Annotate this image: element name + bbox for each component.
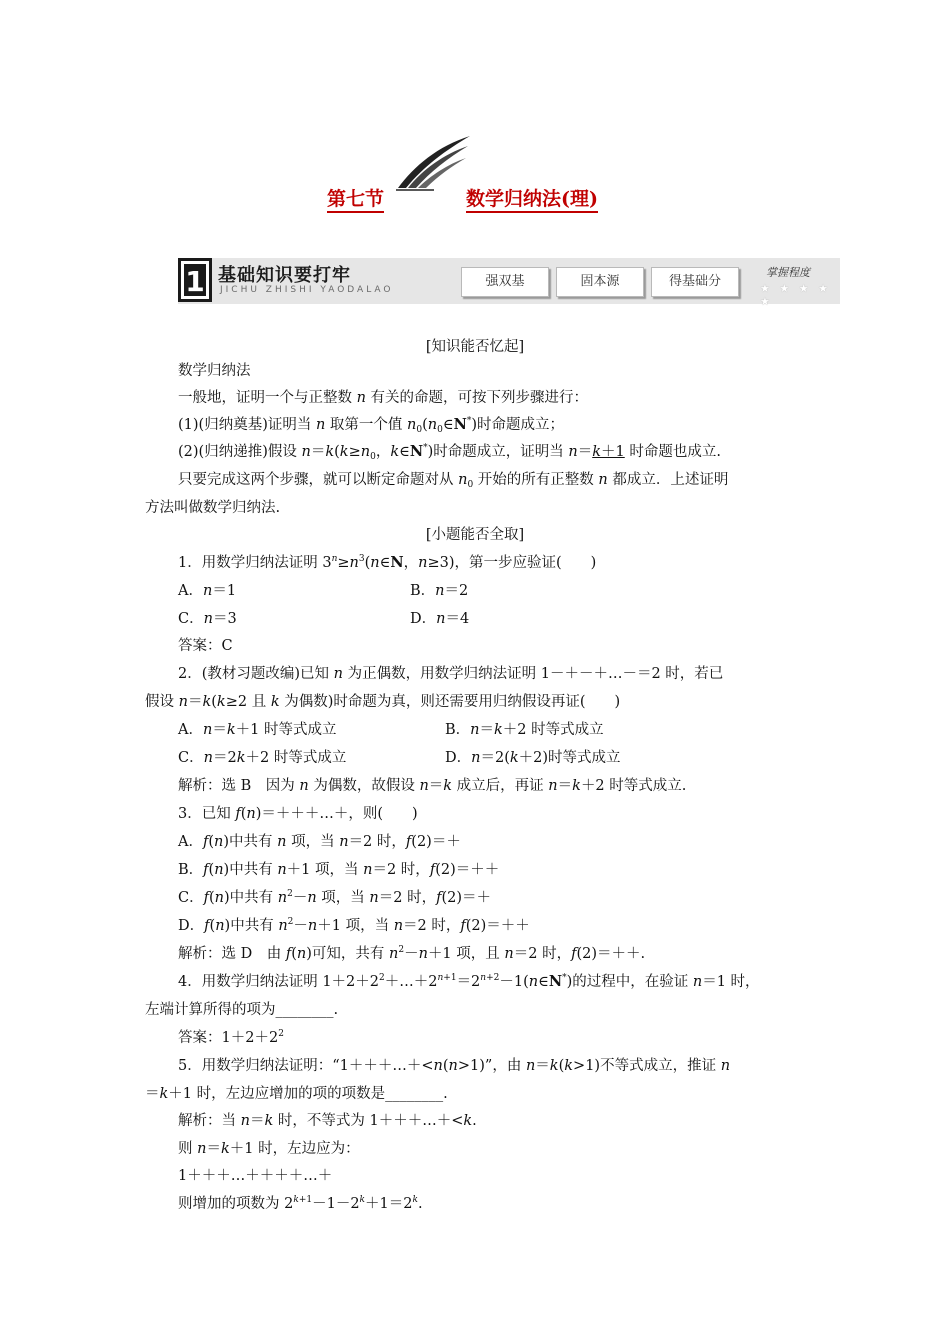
banner-subtitle: JICHU ZHISHI YAODALAO: [220, 285, 394, 295]
q3-option-d: D．f(n)中共有 $n^2-n+1$ 项，当 n＝2 时，f(2)＝＋＋: [178, 917, 530, 934]
q4-answer: 答案：$1+2+2^2$: [178, 1029, 284, 1046]
q5-stem-1: 5．用数学归纳法证明：“1＋＋＋…＋<n(n>1)”，由 n＝k(k>1)不等式成立，推证 n: [178, 1058, 731, 1074]
q2-option-d: D．n＝2(k＋2)时等式成立: [445, 750, 621, 766]
number-one-icon: [178, 258, 212, 302]
q2-option-a: A．n＝k＋1 时等式成立: [178, 722, 337, 738]
mastery-label: 掌握程度: [766, 266, 810, 279]
star-rating-icon: ★ ★ ★ ★ ★: [760, 282, 831, 308]
chapter-title: [300, 130, 660, 220]
q5-analysis-4: 则增加的项数为 $2^{k+1}-1-2^k+1=2^k$.: [178, 1195, 423, 1212]
swoosh-decoration-icon: [394, 130, 474, 192]
q1-stem: 1．用数学归纳法证明 $3^n\ge n^3(n\in N$，n≥3)，第一步应验证( ): [178, 554, 597, 571]
section-number: 第七节: [327, 188, 384, 213]
exercises-heading: [小题能否全取]: [425, 527, 525, 543]
q3-option-a: A．f(n)中共有 n 项，当 n＝2 时，f(2)＝＋: [178, 834, 461, 850]
q5-analysis-3: 1＋＋＋…＋＋＋＋…＋: [178, 1168, 333, 1184]
q4-stem-1: 4．用数学归纳法证明 $1+2+2^2+\dots+2^{n+1}=2^{n+2}-1(n\in N^*)$的过程中，在验证 n＝1 时，: [178, 973, 760, 990]
button-earn-basic-points[interactable]: 得基础分: [651, 267, 739, 297]
button-strengthen-basics[interactable]: 强双基: [461, 267, 549, 297]
q1-option-d: D．n＝4: [410, 611, 470, 627]
q2-option-b: B．n＝k＋2 时等式成立: [445, 722, 604, 738]
knowledge-conclusion-1: 只要完成这两个步骤，就可以断定命题对从 $n_0$ 开始的所有正整数 n 都成立．上述证明: [178, 472, 729, 490]
button-solidify-roots[interactable]: 固本源: [556, 267, 644, 297]
section-banner: [178, 258, 840, 308]
section-topic: 数学归纳法(理): [466, 188, 598, 213]
knowledge-intro: 一般地，证明一个与正整数 n 有关的命题，可按下列步骤进行：: [178, 390, 589, 406]
q5-analysis-2: 则 n＝k＋1 时，左边应为：: [178, 1141, 360, 1157]
q3-stem: 3．已知 f(n)＝＋＋＋…＋，则( ): [178, 806, 418, 822]
knowledge-conclusion-2: 方法叫做数学归纳法.: [145, 500, 281, 516]
knowledge-heading: [知识能否忆起]: [425, 339, 525, 355]
q2-stem-2: 假设 n＝k(k≥2 且 k 为偶数)时命题为真，则还需要用归纳假设再证( ): [145, 694, 621, 710]
knowledge-step1: (1)(归纳奠基)证明当 n 取第一个值 $n_0(n_0\in N^*)$时命题成立；: [178, 416, 565, 435]
q3-analysis: 解析：选 D 由 f(n)可知，共有 $n^2-n+1$ 项，且 n＝2 时，f(2)＝＋＋.: [178, 945, 646, 962]
q3-option-c: C．f(n)中共有 $n^2-n$ 项，当 n＝2 时，f(2)＝＋: [178, 889, 492, 906]
knowledge-name: 数学归纳法: [178, 363, 251, 379]
q2-stem-1: 2．(教材习题改编)已知 n 为正偶数，用数学归纳法证明 1－＋－＋…－＝2 时，若已: [178, 666, 724, 682]
banner-title: 基础知识要打牢: [218, 265, 351, 286]
q2-analysis: 解析：选 B 因为 n 为偶数，故假设 n＝k 成立后，再证 n＝k＋2 时等式成立.: [178, 778, 687, 794]
q5-stem-2: ＝k＋1 时，左边应增加的项的项数是________.: [145, 1086, 448, 1102]
q5-analysis-1: 解析：当 n＝k 时，不等式为 1＋＋＋…＋<k.: [178, 1113, 477, 1129]
q1-answer: 答案：C: [178, 638, 233, 654]
q1-option-a: A．n＝1: [178, 583, 237, 599]
q1-option-c: C．n＝3: [178, 611, 237, 627]
mastery-level: [758, 262, 838, 308]
q1-option-b: B．n＝2: [410, 583, 469, 599]
banner-number: 1: [185, 265, 205, 298]
knowledge-step2: (2)(归纳递推)假设 $n=k(k\ge n_0$，k∈N*)时命题成立，证明当 n＝k＋1 时命题也成立.: [178, 443, 721, 462]
q3-option-b: B．f(n)中共有 n＋1 项，当 n＝2 时，f(2)＝＋＋: [178, 862, 500, 878]
q2-option-c: C．n＝2k＋2 时等式成立: [178, 750, 347, 766]
q4-stem-2: 左端计算所得的项为________.: [145, 1002, 339, 1018]
